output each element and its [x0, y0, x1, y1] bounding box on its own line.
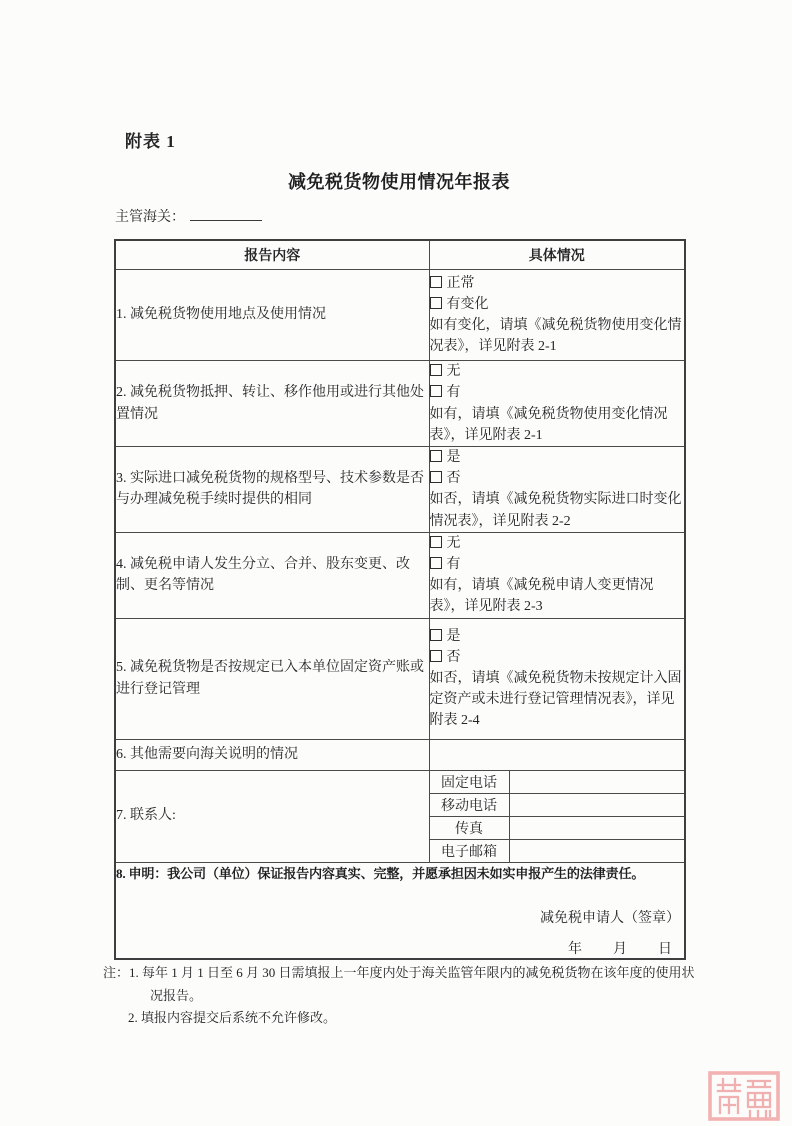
checkbox-option[interactable] — [430, 554, 685, 575]
row6-detail-empty-cell[interactable] — [429, 739, 685, 770]
checkbox-icon[interactable] — [430, 536, 442, 548]
table-row — [115, 270, 685, 361]
checkbox-option[interactable] — [430, 294, 685, 315]
table-header-row — [115, 240, 685, 270]
row1-content: 1. 减免税货物使用地点及使用情况 — [115, 270, 429, 361]
detail-note: 如有，请填《减免税申请人变更情况表》，详见附表 2-3 — [429, 578, 654, 615]
contact-label-mobile: 移动电话 — [429, 793, 509, 816]
footnotes — [103, 962, 703, 1030]
declaration-cell — [115, 862, 685, 959]
row1-details — [429, 270, 685, 361]
row2-details — [429, 361, 685, 447]
row3-details — [429, 447, 685, 533]
footnote-item — [128, 1007, 703, 1030]
checkbox-label: 无 — [446, 364, 461, 380]
table-row — [115, 532, 685, 618]
checkbox-label: 是 — [446, 628, 461, 644]
table-row — [115, 739, 685, 770]
detail-note: 如有变化，请填《减免税货物使用变化情况表》，详见附表 2-1 — [429, 318, 682, 355]
checkbox-label: 否 — [446, 471, 461, 487]
footnote-text: 2. 填报内容提交后系统不允许修改。 — [128, 1010, 337, 1025]
header-report-content: 报告内容 — [115, 240, 429, 270]
checkbox-option[interactable] — [430, 273, 685, 294]
contact-value-mobile[interactable] — [509, 793, 685, 816]
checkbox-option[interactable] — [430, 382, 685, 403]
customs-line — [115, 206, 262, 226]
checkbox-label: 有变化 — [446, 296, 489, 312]
row2-content: 2. 减免税货物抵押、转让、移作他用或进行其他处置情况 — [115, 361, 429, 447]
detail-note: 如否，请填《减免税货物实际进口时变化情况表》，详见附表 2-2 — [429, 492, 682, 529]
date-line — [116, 938, 684, 958]
row4-content: 4. 减免税申请人发生分立、合并、股东变更、改制、更名等情况 — [115, 532, 429, 618]
checkbox-icon[interactable] — [430, 364, 442, 376]
checkbox-label: 正常 — [446, 275, 475, 291]
date-day-label: 日 — [658, 941, 672, 957]
row4-details — [429, 532, 685, 618]
table-row — [115, 770, 685, 793]
detail-note: 如有，请填《减免税货物使用变化情况表》，详见附表 2-1 — [429, 406, 668, 443]
checkbox-option[interactable] — [430, 468, 685, 489]
page-title: 减免税货物使用情况年报表 — [288, 172, 510, 192]
header-details: 具体情况 — [429, 240, 685, 270]
checkbox-label: 有 — [446, 385, 461, 401]
checkbox-option[interactable] — [430, 647, 685, 668]
checkbox-icon[interactable] — [430, 276, 442, 288]
detail-note: 如否，请填《减免税货物未按规定计入固定资产或未进行登记管理情况表》，详见附表 2-4 — [429, 671, 682, 729]
row6-content: 6. 其他需要向海关说明的情况 — [115, 739, 429, 770]
table-row — [115, 361, 685, 447]
checkbox-icon[interactable] — [430, 385, 442, 397]
checkbox-icon[interactable] — [430, 471, 442, 483]
checkbox-option[interactable] — [430, 447, 685, 468]
contact-value-email[interactable] — [509, 839, 685, 862]
signer-label: 减免税申请人（签章） — [540, 910, 680, 926]
contact-value-fax[interactable] — [509, 816, 685, 839]
table-row — [115, 447, 685, 533]
declaration-text: 8. 申明：我公司（单位）保证报告内容真实、完整，并愿承担因未如实申报产生的法律责任。 — [116, 865, 645, 881]
checkbox-icon[interactable] — [430, 297, 442, 309]
footnote-text: 1. 每年 1 月 1 日至 6 月 30 日需填报上一年度内处于海关监管年限内的减免税货物在该年度的使用状况报告。 — [129, 965, 695, 1003]
checkbox-option[interactable] — [430, 361, 685, 382]
contact-value-phone[interactable] — [509, 770, 685, 793]
appendix-label: 附表 1 — [125, 132, 176, 151]
footnote-item — [103, 962, 703, 1007]
row3-content: 3. 实际进口减免税货物的规格型号、技术参数是否与办理减免税手续时提供的相同 — [115, 447, 429, 533]
row5-content: 5. 减免税货物是否按规定已入本单位固定资产账或进行登记管理 — [115, 618, 429, 739]
table-row — [115, 618, 685, 739]
checkbox-label: 是 — [446, 450, 461, 465]
checkbox-option[interactable] — [430, 626, 685, 647]
contact-label-phone: 固定电话 — [429, 770, 509, 793]
checkbox-label: 否 — [446, 649, 461, 665]
declaration-row — [115, 862, 685, 959]
checkbox-label: 有 — [446, 557, 461, 573]
date-month-label: 月 — [613, 941, 627, 957]
checkbox-icon[interactable] — [430, 450, 442, 462]
customs-label: 主管海关： — [115, 210, 185, 225]
checkbox-icon[interactable] — [430, 650, 442, 662]
checkbox-icon[interactable] — [430, 557, 442, 569]
checkbox-icon[interactable] — [430, 629, 442, 641]
date-year-label: 年 — [568, 941, 582, 957]
contact-label-fax: 传真 — [429, 816, 509, 839]
customs-blank-field[interactable] — [190, 206, 262, 221]
row7-content: 7. 联系人: — [115, 770, 429, 862]
seal-watermark-icon — [708, 1071, 780, 1126]
footnote-prefix: 注： — [103, 965, 130, 980]
row5-details — [429, 618, 685, 739]
report-table — [114, 239, 686, 960]
checkbox-label: 无 — [446, 535, 461, 551]
contact-label-email: 电子邮箱 — [429, 839, 509, 862]
checkbox-option[interactable] — [430, 533, 685, 554]
